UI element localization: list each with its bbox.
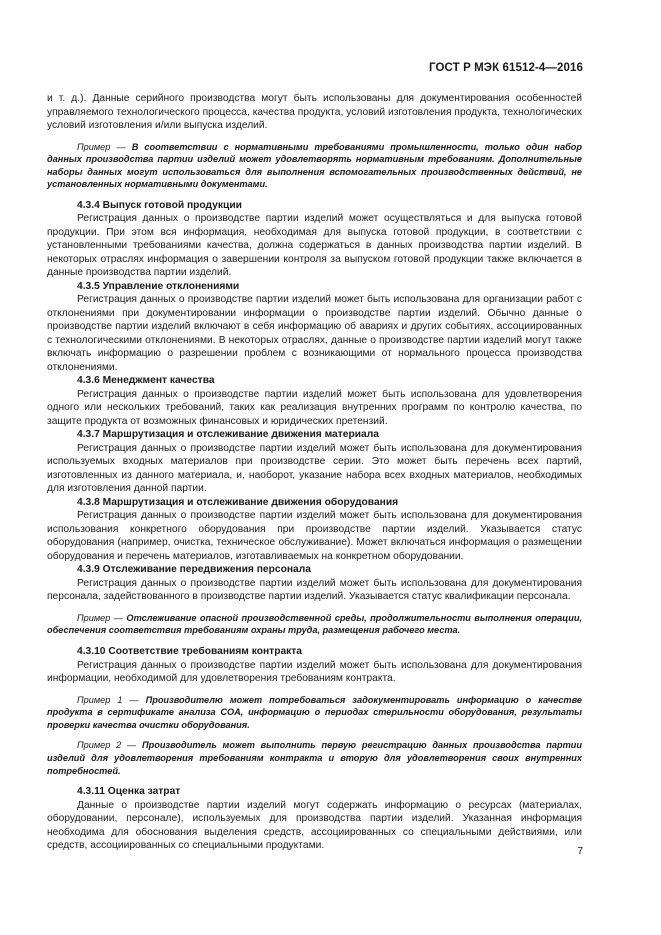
paragraph-intro: и т. д.). Данные серийного производства могут быть использованы для документирования особенностей управляемого технологического процесса, качества продукта, условий изготовления продукта, технологических условий изготовления и/или выпуска изделий. bbox=[47, 93, 582, 131]
example-label: Пример 2 — bbox=[77, 740, 137, 751]
section-heading-4-3-7: 4.3.7 Маршрутизация и отслеживание движения материала bbox=[77, 429, 379, 441]
document-body bbox=[47, 92, 582, 853]
example-label: Пример — bbox=[77, 141, 126, 152]
example-note bbox=[47, 141, 582, 191]
section-heading-4-3-8: 4.3.8 Маршрутизация и отслеживание движения оборудования bbox=[77, 496, 399, 508]
paragraph: Регистрация данных о производстве партии изделий может быть использована для удовлетворения одного или нескольких требований, таких как реализация внутренних программ по контролю качества, по защите продукта от возможных финансовых и юридических претензий. bbox=[47, 388, 582, 427]
example-note-2 bbox=[47, 739, 582, 777]
paragraph: Регистрация данных о производстве партии изделий может осуществляться и для выпуска готовой продукции. При этом вся информация, необходимая для выпуска готовой продукции, в соответствии с установленными требованиями качества, должна содержаться в данных производства партии изделий. В некоторых отраслях информация о завершении контроля за выпуском готовой продукции также включается в данные производства партии изделий. bbox=[47, 213, 582, 279]
example-note bbox=[47, 612, 582, 637]
document-header: ГОСТ Р МЭК 61512-4—2016 bbox=[429, 62, 583, 74]
paragraph: Регистрация данных о производстве партии изделий может быть использована для документирования использования конкретного оборудования при производстве партии изделий. Указывается статус оборудования (например, очистка, техническое обслуживание). Может включаться информация о размещении оборудования и перечень материалов, изготавливаемых на конкретном оборудовании. bbox=[47, 510, 582, 562]
paragraph: Регистрация данных о производстве партии изделий может быть использована для документирования используемых входных материалов при производстве серии. Это может быть перечень всех партий, изготовленных из данного материала, и, наоборот, указание набора всех входных материалов, необходимых для изготовления данной партии. bbox=[47, 442, 582, 495]
paragraph: Данные о производстве партии изделий могут содержать информацию о ресурсах (материалах, оборудовании, персонале), используемых для производства партии изделий. Указанная информация необходима для обоснования выделения средств, ассоциированных со специальными действиями, или средств, ассоциированных со специальными продуктами. bbox=[47, 799, 582, 852]
example-text: Отслеживание опасной производственной среды, продолжительности выполнения операции, обеспечения соответствия требованиям охраны труда, размещения рабочего места. bbox=[47, 612, 583, 636]
example-text: Производителю может потребоваться задокументировать информацию о качестве продукта в сертификате анализа COA, информацию о периодах стерильности оборудования, результаты проверки качества очистки оборудования. bbox=[47, 694, 583, 730]
example-text: В соответствии с нормативными требованиями промышленности, только один набор данных производства партии изделий может удовлетворять нормативным требованиям. Дополнительные наборы данных могут использоваться для выполнения вспомогательных производственных действий, не установленных нормативными документами. bbox=[47, 141, 583, 190]
example-label: Пример — bbox=[77, 612, 123, 623]
section-heading-4-3-6: 4.3.6 Менеджмент качества bbox=[77, 375, 215, 387]
section-heading-4-3-4: 4.3.4 Выпуск готовой продукции bbox=[77, 199, 242, 211]
paragraph: Регистрация данных о производстве партии изделий может быть использована для организации работ с отклонениями при документировании информации о производстве партии изделий. Обычно данные о производстве партии изделий включают в себя информацию об авариях и других событиях, ассоциированных с технологическими отклонениями. В некоторых отраслях, данные о производстве партии изделий могут также включать информацию о разрешении проблем с возникающими от нормального процесса производства отклонениями. bbox=[47, 294, 582, 373]
page-number: 7 bbox=[577, 846, 583, 857]
section-heading-4-3-11: 4.3.11 Оценка затрат bbox=[77, 786, 181, 798]
paragraph: Регистрация данных о производстве партии изделий может быть использована для документирования персонала, задействованного в производстве партии изделий. Указывается статус квалификации персонала. bbox=[47, 577, 582, 603]
paragraph: Регистрация данных о производстве партии изделий может быть использована для документирования информации, необходимой для удовлетворения требованиям контракта. bbox=[47, 659, 582, 685]
section-heading-4-3-10: 4.3.10 Соответствие требованиям контракта bbox=[77, 646, 303, 658]
example-note-1 bbox=[47, 694, 582, 732]
section-heading-4-3-5: 4.3.5 Управление отклонениями bbox=[77, 280, 240, 292]
example-text: Производитель может выполнить первую регистрацию данных производства партии изделий для удовлетворения требованиям контракта и вторую для удовлетворения своих внутренних потребностей. bbox=[47, 740, 582, 776]
section-heading-4-3-9: 4.3.9 Отслеживание передвижения персонала bbox=[77, 564, 311, 576]
example-label: Пример 1 — bbox=[77, 694, 139, 705]
